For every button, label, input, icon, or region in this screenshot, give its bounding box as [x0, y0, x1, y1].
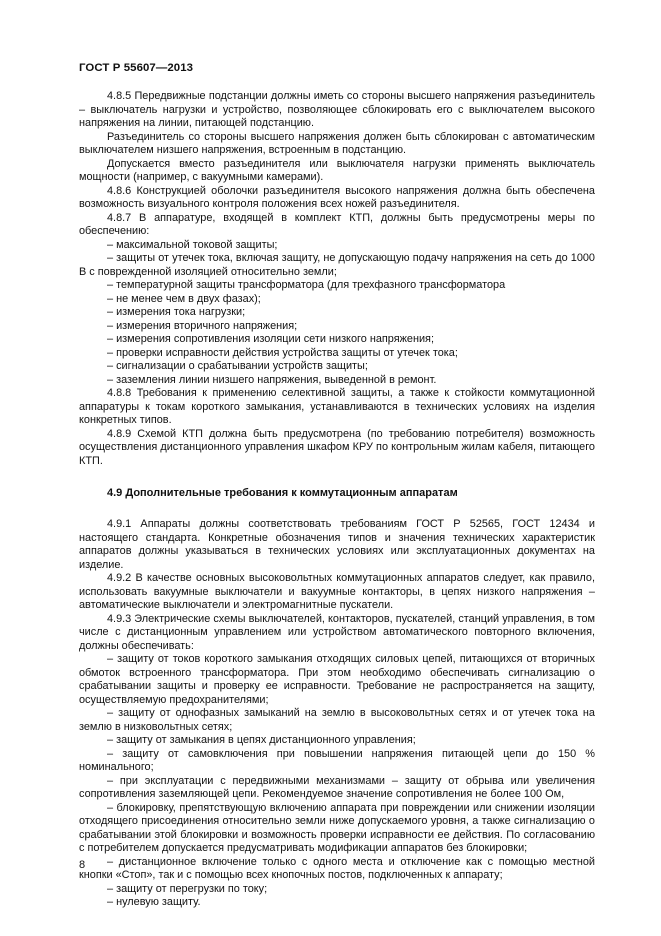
paragraph-4-9-1: 4.9.1 Аппараты должны соответствовать требованиям ГОСТ Р 52565, ГОСТ 12434 и настоящего стандарта. Конкретные обозначения типов и значения технических характеристик аппаратов должны указываться в технических условиях или эксплуатационных документах на изделие.	[79, 518, 595, 571]
list-item-load-current: – измерения тока нагрузки;	[107, 306, 246, 318]
section-4-9-title: 4.9 Дополнительные требования к коммутационным аппаратам	[107, 487, 458, 499]
list-item-two-phases: – не менее чем в двух фазах);	[107, 292, 261, 305]
list-item-overcurrent-protection: – максимальной токовой защиты;	[107, 238, 278, 251]
page-number: 8	[79, 859, 86, 871]
list-item-grounding-circuit-protection: – при эксплуатации с передвижными механизмами – защиту от обрыва или увеличения сопротивления заземляющей цепи. Рекомендуемое значение сопротивления не более 100 Ом,	[79, 774, 595, 800]
list-item-short-circuit-protection: – защиту от токов короткого замыкания отходящих силовых цепей, питающихся от вторичных обмоток встроенного трансформатора. При этом необходимо обеспечивать сигнализацию о срабатывании защиты и проверку ее исправности. Требование не распространяется на защиту, осуществляемую предохранителями;	[79, 653, 595, 706]
paragraph-disconnector-interlock: Разъединитель со стороны высшего напряжения должен быть сблокирован с автоматическим выключателем низшего напряжения, встроенным в подстанцию.	[79, 130, 595, 156]
list-item-thermal-protection: – температурной защиты трансформатора (для трехфазного трансформатора	[107, 279, 506, 291]
list-item-grounding-line: – заземления линии низшего напряжения, выведенной в ремонт.	[107, 373, 437, 386]
list-item-remote-switching: – дистанционное включение только с одного места и отключение как с помощью местной кнопки «Стоп», так и с помощью всех кнопочных постов, подключенных к аппарату;	[79, 855, 595, 881]
paragraph-4-8-6: 4.8.6 Конструкцией оболочки разъединителя высокого напряжения должна быть обеспечена возможность визуального контроля положения всех ножей разъединителя.	[79, 184, 595, 210]
list-item-secondary-voltage: – измерения вторичного напряжения;	[107, 319, 298, 332]
list-item-ground-fault-protection: – защиту от однофазных замыканий на землю в высоковольтных сетях и от утечек тока на землю в низковольтных сетях;	[79, 707, 595, 733]
list-item-leakage-device-check: – проверки исправности действия устройства защиты от утечек тока;	[107, 346, 458, 359]
paragraph-4-9-2: 4.9.2 В качестве основных высоковольтных коммутационных аппаратов следует, как правило, использовать вакуумные выключатели и вакуумные контакторы, в цепях низкого напряжения – автоматические выключатели и электромагнитные пускатели.	[79, 572, 595, 611]
list-item-insulation-resistance: – измерения сопротивления изоляции сети низкого напряжения;	[107, 333, 434, 345]
list-item-remote-control-circuit-protection: – защиту от замыкания в цепях дистанционного управления;	[107, 734, 416, 746]
list-item-overload-protection: – защиту от перегрузки по току;	[107, 882, 268, 895]
paragraph-4-8-5: 4.8.5 Передвижные подстанции должны иметь со стороны высшего напряжения разъединитель – выключатель нагрузки и устройство, позволяющее сблокировать его с выключателем высокого напряжения на линии, питающей подстанцию.	[79, 90, 595, 129]
section-4-8-body	[79, 90, 595, 468]
list-item-leakage-protection: – защиты от утечек тока, включая защиту, не допускающую подачу напряжения на сеть до 1000 В с поврежденной изоляцией относительно земли;	[79, 252, 595, 278]
paragraph-4-8-7: 4.8.7 В аппаратуре, входящей в комплект КТП, должны быть предусмотрены меры по обеспечению:	[79, 211, 595, 237]
document-page	[79, 62, 595, 910]
list-item-self-switching-protection: – защиту от самовключения при повышении напряжения питающей цепи до 150 % номинального;	[79, 747, 595, 773]
list-item-insulation-interlock: – блокировку, препятствующую включению аппарата при повреждении или снижении изоляции отходящего присоединения относительно земли ниже допускаемого уровня, а также сигнализацию о срабатывании этой блокировки и возможность проверки исправности ее действия. По согласованию с потребителем допускается предусматривать модификации аппаратов без блокировки;	[79, 801, 595, 854]
paragraph-4-8-9: 4.8.9 Схемой КТП должна быть предусмотрена (по требованию потребителя) возможность осуществления дистанционного управления шкафом КРУ по контрольным жилам кабеля, питающего КТП.	[79, 427, 595, 467]
document-header: ГОСТ Р 55607—2013	[79, 62, 194, 74]
section-4-9-body	[79, 518, 595, 910]
paragraph-power-switch-allowed: Допускается вместо разъединителя или выключателя нагрузки применять выключатель мощности (например, с вакуумными камерами).	[79, 157, 595, 183]
paragraph-4-9-3: 4.9.3 Электрические схемы выключателей, контакторов, пускателей, станций управления, в том числе с дистанционным управлением или устройством автоматического повторного включения, должны обеспечивать:	[79, 612, 595, 652]
paragraph-4-8-8: 4.8.8 Требования к применению селективной защиты, а также к стойкости коммутационной аппаратуры к токам короткого замыкания, устанавливаются в технических условиях на изделия конкретных типов.	[79, 387, 595, 426]
list-item-zero-protection: – нулевую защиту.	[107, 896, 201, 908]
list-item-protection-signaling: – сигнализации о срабатывании устройств защиты;	[107, 360, 368, 372]
